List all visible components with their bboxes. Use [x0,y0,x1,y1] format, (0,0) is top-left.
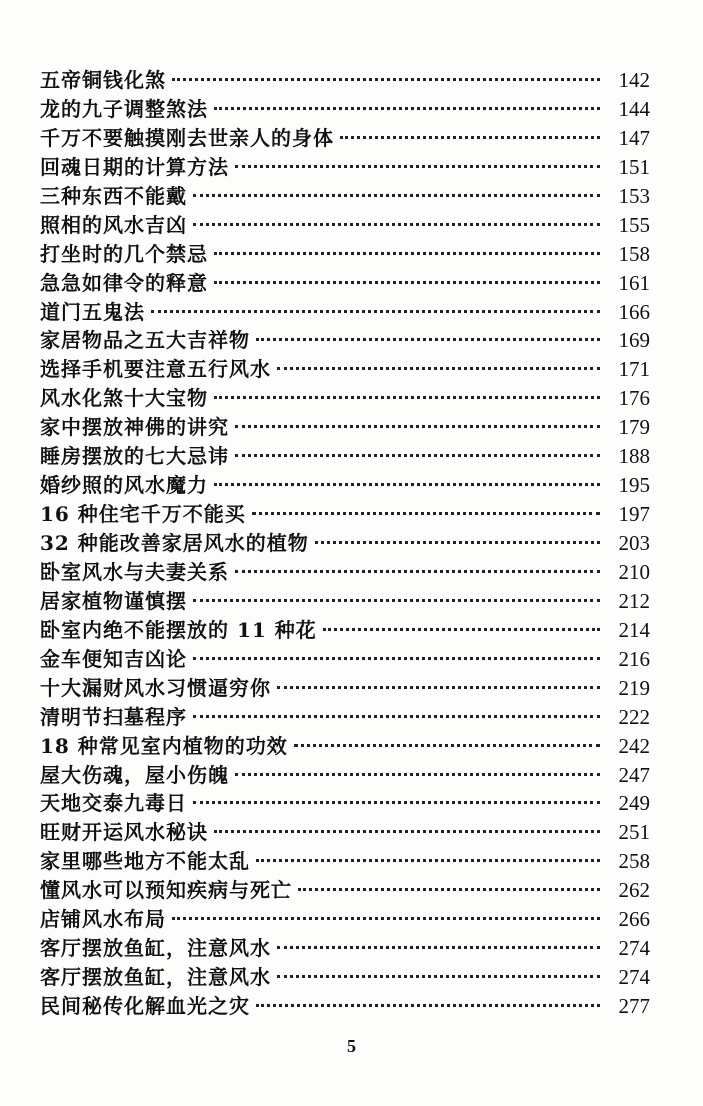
toc-entry-page: 262 [618,878,650,903]
toc-entry-page: 171 [618,357,650,382]
toc-entry-page: 195 [618,473,650,498]
dot-leader [193,599,600,602]
dot-leader [256,338,600,341]
toc-entry [40,64,650,93]
toc-entry-page: 212 [618,588,650,613]
toc-entry-page: 258 [618,849,650,874]
toc-entry [40,267,650,296]
toc-entry-page: 214 [618,617,650,642]
toc-entry-page: 216 [618,646,650,671]
page-number: 5 [347,1036,356,1056]
dot-leader [172,78,600,81]
toc-entry [40,180,650,209]
toc-entry [40,961,650,990]
dot-leader [214,107,600,110]
toc-entry-page: 169 [618,328,650,353]
toc-entry-title: 客厅摆放鱼缸，注意风水 [40,965,271,990]
toc-entry [40,990,650,1019]
dot-leader [214,252,600,255]
dot-leader [323,628,600,631]
toc-entry-title: 清明节扫墓程序 [40,704,187,729]
toc-entry-title: 十大漏财风水习惯逼穷你 [40,675,271,700]
toc-entry-title: 家居物品之五大吉祥物 [40,328,250,353]
dot-leader [298,888,600,891]
toc-entry-title: 婚纱照的风水魔力 [40,473,208,498]
toc-entry [40,498,650,527]
toc-entry [40,672,650,701]
toc-entry [40,238,650,267]
toc-entry [40,469,650,498]
toc-entry-page: 161 [618,270,650,295]
toc-entry [40,151,650,180]
dot-leader [277,946,600,949]
dot-leader [256,1004,600,1007]
dot-leader [214,281,600,284]
toc-entry-page: 155 [618,212,650,237]
dot-leader [172,917,600,920]
dot-leader [235,165,600,168]
toc-entry-page: 158 [618,241,650,266]
toc-entry [40,440,650,469]
toc-entry-page: 203 [618,531,650,555]
dot-leader [277,686,600,689]
toc-entry-title: 千万不要触摸刚去世亲人的身体 [40,125,334,150]
toc-entry [40,411,650,440]
toc-entry [40,701,650,730]
toc-entry [40,903,650,932]
toc-entry-page: 197 [618,502,650,527]
toc-entry-page: 147 [618,125,650,150]
toc-entry-title: 旺财开运风水秘诀 [40,820,208,845]
dot-leader [277,367,600,370]
toc-entry [40,353,650,382]
dot-leader [214,396,600,399]
toc-entry [40,759,650,788]
dot-leader [193,657,600,660]
toc-entry-title: 居家植物谨慎摆 [40,588,187,613]
toc-entry-title: 睡房摆放的七大忌讳 [40,444,229,469]
toc-entry-title: 16 种住宅千万不能买 [40,502,246,527]
toc-entry [40,614,650,643]
toc-entry-title: 道门五鬼法 [40,299,145,324]
dot-leader [340,136,600,139]
toc-entry-page: 266 [618,907,650,932]
toc-entry-page: 247 [618,762,650,787]
toc-entry-title: 客厅摆放鱼缸，注意风水 [40,936,271,961]
toc-entry [40,382,650,411]
toc-entry-page: 242 [618,733,650,758]
toc-entry-title: 打坐时的几个禁忌 [40,241,208,266]
toc-entry [40,93,650,122]
dot-leader [252,512,600,515]
toc-entry-title: 照相的风水吉凶 [40,212,187,237]
dot-leader [235,570,600,573]
toc-entry-page: 142 [618,68,650,92]
dot-leader [193,194,600,197]
toc-entry-page: 176 [618,386,650,411]
toc-entry [40,787,650,816]
toc-entry [40,122,650,151]
toc-entry-title: 龙的九子调整煞法 [40,96,208,121]
dot-leader [315,541,600,544]
toc-entry-page: 179 [618,415,650,440]
toc-entry [40,874,650,903]
toc-entry-page: 144 [618,96,650,121]
toc-entry-page: 277 [618,994,650,1018]
toc-entry-title: 风水化煞十大宝物 [40,386,208,411]
toc-entry-page: 219 [618,675,650,700]
toc-entry-page: 274 [618,936,650,961]
toc-entry-page: 251 [618,820,650,845]
toc-entry-title: 家里哪些地方不能太乱 [40,849,250,874]
dot-leader [277,975,600,978]
toc-entry [40,585,650,614]
table-of-contents [40,64,650,1019]
dot-leader [193,715,600,718]
toc-entry-page: 188 [618,444,650,469]
dot-leader [294,744,600,747]
toc-entry [40,209,650,238]
toc-entry-title: 三种东西不能戴 [40,183,187,208]
dot-leader [193,223,600,226]
toc-entry-title: 天地交泰九毒日 [40,791,187,816]
toc-entry [40,324,650,353]
toc-entry [40,527,650,556]
toc-entry-page: 222 [618,704,650,729]
toc-entry-title: 32 种能改善家居风水的植物 [40,531,309,555]
dot-leader [235,454,600,457]
toc-entry [40,816,650,845]
dot-leader [235,425,600,428]
toc-entry [40,643,650,672]
dot-leader [214,483,600,486]
toc-entry-title: 店铺风水布局 [40,907,166,932]
toc-entry [40,845,650,874]
dot-leader [256,859,600,862]
toc-entry-page: 249 [618,791,650,816]
toc-entry [40,556,650,585]
toc-entry-page: 166 [618,299,650,324]
dot-leader [235,773,600,776]
dot-leader [193,801,600,804]
toc-entry-title: 卧室风水与夫妻关系 [40,559,229,584]
toc-entry-title: 家中摆放神佛的讲究 [40,415,229,440]
toc-entry-title: 屋大伤魂，屋小伤魄 [40,762,229,787]
toc-entry-title: 金车便知吉凶论 [40,646,187,671]
toc-entry [40,296,650,325]
toc-entry-title: 选择手机要注意五行风水 [40,357,271,382]
toc-entry-page: 151 [618,154,650,179]
toc-entry-page: 153 [618,183,650,208]
dot-leader [151,310,600,313]
toc-entry-page: 274 [618,965,650,990]
toc-entry [40,932,650,961]
toc-entry-title: 回魂日期的计算方法 [40,154,229,179]
toc-entry-title: 五帝铜钱化煞 [40,68,166,92]
toc-entry-title: 18 种常见室内植物的功效 [40,733,288,758]
toc-entry-title: 卧室内绝不能摆放的 11 种花 [40,617,317,642]
dot-leader [214,830,600,833]
toc-entry-title: 民间秘传化解血光之灾 [40,994,250,1018]
toc-entry [40,730,650,759]
toc-entry-title: 懂风水可以预知疾病与死亡 [40,878,292,903]
toc-entry-title: 急急如律令的释意 [40,270,208,295]
toc-entry-page: 210 [618,559,650,584]
